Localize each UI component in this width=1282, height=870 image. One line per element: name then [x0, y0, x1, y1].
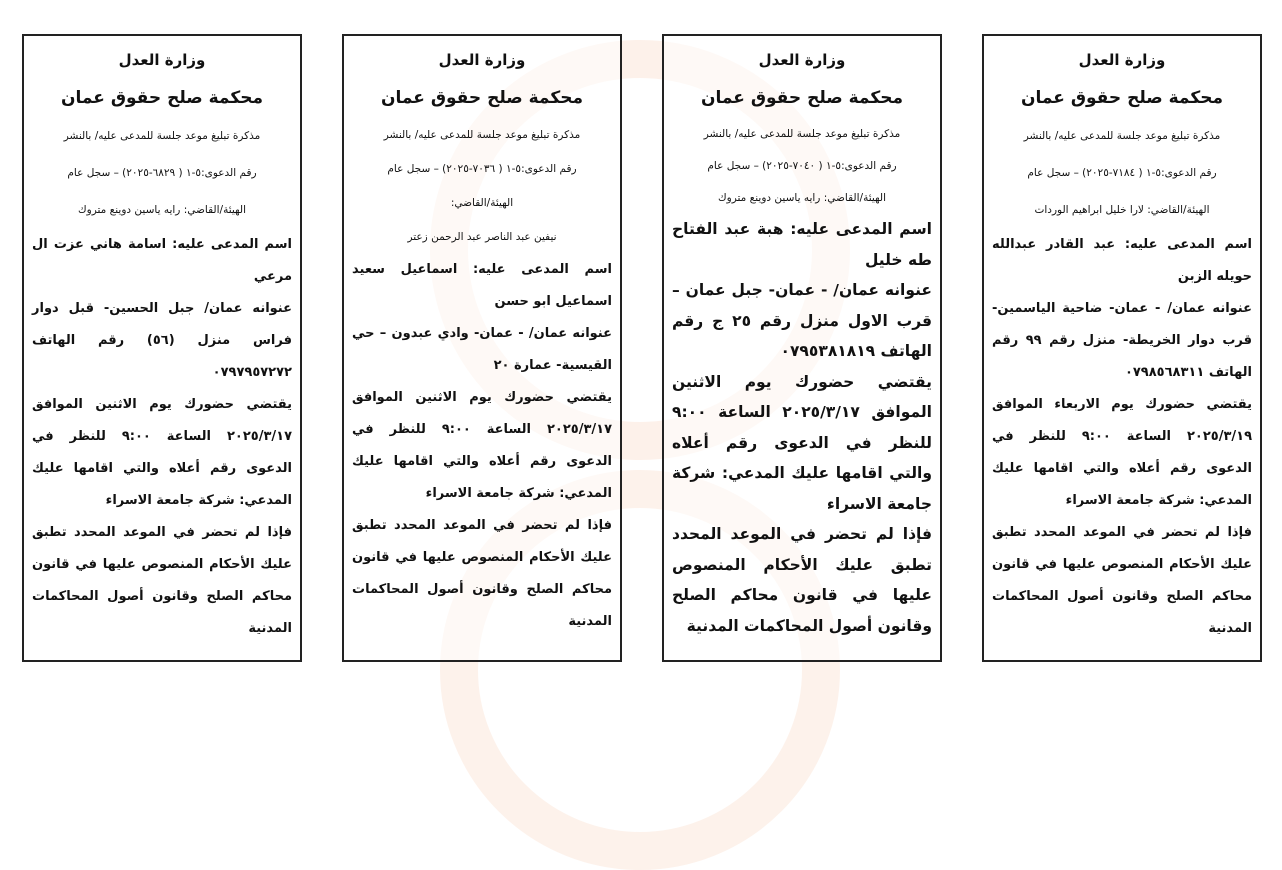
ministry-title: وزارة العدل	[118, 51, 206, 69]
defendant-address: عنوانه عمان/ - عمان- وادي عبدون – حي القيسية- عمارة ٢٠	[352, 326, 612, 373]
notice-2	[662, 34, 942, 662]
notice-subject: مذكرة تبليغ موعد جلسة للمدعى عليه/ بالنشر	[1023, 130, 1221, 142]
notice-subject: مذكرة تبليغ موعد جلسة للمدعى عليه/ بالنشر	[383, 129, 581, 141]
judge-name: نيفين عبد الناصر عبد الرحمن زعتر	[407, 231, 557, 243]
judge: الهيئة/القاضي: رايه ياسين دوينع متروك	[718, 192, 886, 204]
defendant-address: عنوانه عمان/ جبل الحسين- قبل دوار فراس منزل (٥٦) رقم الهاتف ٠٧٩٧٩٥٧٢٧٢	[32, 301, 292, 380]
summons-text: يقتضي حضورك يوم الاربعاء الموافق ٢٠٢٥/٣/١٩ الساعة ٩:٠٠ للنظر في الدعوى رقم أعلاه والتي اقامها عليك المدعي: شركة جامعة الاسراء	[992, 397, 1253, 508]
summons-text: يقتضي حضورك يوم الاثنين الموافق ٢٠٢٥/٣/١٧ الساعة ٩:٠٠ للنظر في الدعوى رقم أعلاه والتي اقامها عليك المدعي: شركة جامعة الاسراء	[672, 372, 932, 513]
case-number: رقم الدعوى:٥-١ ( ٧١٨٤-٢٠٢٥) – سجل عام	[1027, 167, 1217, 179]
summons-text: يقتضي حضورك يوم الاثنين الموافق ٢٠٢٥/٣/١٧ الساعة ٩:٠٠ للنظر في الدعوى رقم أعلاه والتي اقامها عليك المدعي: شركة جامعة الاسراء	[32, 397, 293, 508]
defendant-name: اسم المدعى عليه: عبد القادر عبدالله حويله الزبن	[992, 237, 1252, 284]
warning-text: فإذا لم تحضر في الموعد المحدد تطبق عليك الأحكام المنصوص عليها في قانون محاكم الصلح وقانون أصول المحاكمات المدنية	[352, 518, 612, 629]
defendant-name: اسم المدعى عليه: اسماعيل سعيد اسماعيل ابو حسن	[352, 262, 612, 309]
court-title: محكمة صلح حقوق عمان	[61, 88, 263, 108]
case-number: رقم الدعوى:٥-١ ( ٧٠٣٦-٢٠٢٥) – سجل عام	[387, 163, 577, 175]
defendant-address: عنوانه عمان/ - عمان- ضاحية الياسمين- قرب دوار الخريطة- منزل رقم ٩٩ رقم الهاتف ٠٧٩٨٥٦٨٣١١	[992, 301, 1253, 380]
summons-text: يقتضي حضورك يوم الاثنين الموافق ٢٠٢٥/٣/١٧ الساعة ٩:٠٠ للنظر في الدعوى رقم أعلاه والتي اقامها عليك المدعي: شركة جامعة الاسراء	[352, 390, 613, 501]
ministry-title: وزارة العدل	[1078, 51, 1166, 69]
defendant-name: اسم المدعى عليه: اسامة هاني عزت ال مرعي	[32, 237, 292, 284]
ministry-title: وزارة العدل	[438, 51, 526, 69]
case-number: رقم الدعوى:٥-١ ( ٦٨٢٩-٢٠٢٥) – سجل عام	[67, 167, 257, 179]
warning-text: فإذا لم تحضر في الموعد المحدد تطبق عليك الأحكام المنصوص عليها في قانون محاكم الصلح وقانون أصول المحاكمات المدنية	[992, 525, 1252, 636]
ministry-title: وزارة العدل	[758, 51, 846, 69]
notice-4	[22, 34, 302, 662]
court-title: محكمة صلح حقوق عمان	[381, 88, 583, 108]
judge: الهيئة/القاضي: رايه ياسين دوينع متروك	[78, 204, 246, 216]
notices-row	[22, 34, 1262, 662]
warning-text: فإذا لم تحضر في الموعد المحدد تطبق عليك الأحكام المنصوص عليها في قانون محاكم الصلح وقانون أصول المحاكمات المدنية	[32, 525, 292, 636]
notice-subject: مذكرة تبليغ موعد جلسة للمدعى عليه/ بالنشر	[703, 128, 901, 140]
notice-1	[982, 34, 1262, 662]
case-number: رقم الدعوى:٥-١ ( ٧٠٤٠-٢٠٢٥) – سجل عام	[707, 160, 897, 172]
defendant-address: عنوانه عمان/ - عمان- جبل عمان – قرب الاول منزل رقم ٢٥ ج رقم الهاتف ٠٧٩٥٣٨١٨١٩	[672, 281, 932, 360]
court-title: محكمة صلح حقوق عمان	[1021, 88, 1223, 108]
notice-subject: مذكرة تبليغ موعد جلسة للمدعى عليه/ بالنشر	[63, 130, 261, 142]
court-title: محكمة صلح حقوق عمان	[701, 88, 903, 108]
notice-3	[342, 34, 622, 662]
defendant-name: اسم المدعى عليه: هبة عبد الفتاح طه خليل	[672, 220, 932, 269]
judge: الهيئة/القاضي: لارا خليل ابراهيم الوردات	[1034, 204, 1210, 216]
warning-text: فإذا لم تحضر في الموعد المحدد تطبق عليك الأحكام المنصوص عليها في قانون محاكم الصلح وقانون أصول المحاكمات المدنية	[672, 525, 932, 635]
judge-label: الهيئة/القاضي:	[450, 197, 514, 209]
